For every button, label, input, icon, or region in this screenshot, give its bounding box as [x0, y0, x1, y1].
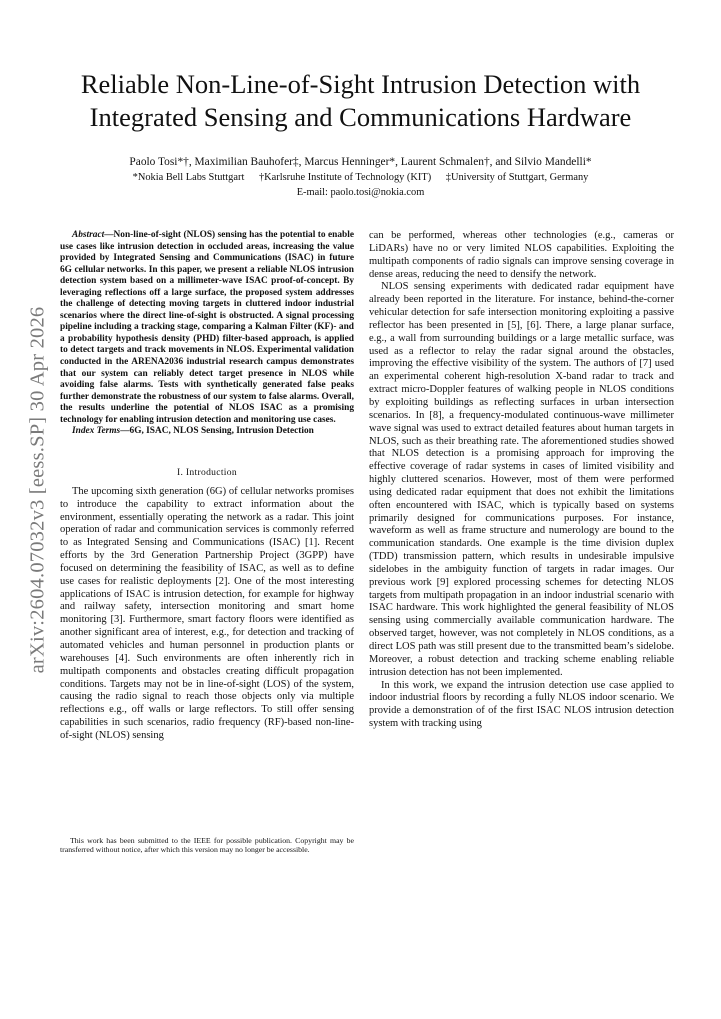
- title-line-1: Reliable Non-Line-of-Sight Intrusion Detection with: [80, 69, 641, 99]
- paper-title: [40, 68, 681, 134]
- right-column: [369, 230, 674, 731]
- author-list: Paolo Tosi*†, Maximilian Bauhofer‡, Marcus Henninger*, Laurent Schmalen†, and Silvio Mandelli*: [129, 156, 592, 168]
- affiliation-kit: †Karlsruhe Institute of Technology (KIT): [258, 172, 432, 183]
- arxiv-identifier: arXiv:2604.07032v3 [eess.SP] 30 Apr 2026: [26, 306, 49, 674]
- contact-email: E-mail: paolo.tosi@nokia.com: [296, 187, 425, 198]
- affiliation-stuttgart: ‡University of Stuttgart, Germany: [445, 172, 589, 183]
- affiliations: [40, 171, 681, 185]
- intro-paragraph-1: The upcoming sixth generation (6G) of cellular networks promises to introduce the capability to extract information about the environment, essentially operating the network as a radar. This joint operation of radar and communication services is commonly referred to as Integrated Sensing and Communications (ISAC) [1]. Recent efforts by the 3rd Generation Partnership Project (3GPP) have focused on determining the feasibility of ISAC, as well as to define use cases for realistic deployments [2]. One of the most interesting applications of ISAC is intrusion detection, for example for highway and railway safety, intersection monitoring and smart home monitoring [3]. Furthermore, smart factory floors were identified as another significant area of interest, e.g., for detection and tracking of automated vehicles and human personnel in production plants or warehouses [4]. Such environments are often inherently rich in multipath components and obstacles creating difficult propagation conditions. Targets may not be in line-of-sight (LOS) of the system, causing the radio signal to reach those objects only via multiple reflections e.g., off walls or large reflectors. To still offer sensing capabilities in such scenarios, radio frequency (RF)-based non-line-of-sight (NLOS) sensing: [60, 485, 354, 741]
- index-terms: [60, 426, 354, 438]
- abstract-label: Abstract: [72, 230, 105, 240]
- left-column: [60, 230, 354, 743]
- arxiv-side-stamp: [18, 290, 58, 690]
- index-terms-label: Index Terms: [72, 426, 121, 437]
- title-line-2: Integrated Sensing and Communications Hardware: [89, 102, 632, 132]
- affiliation-nokia: *Nokia Bell Labs Stuttgart: [132, 172, 245, 183]
- abstract-text: —Non-line-of-sight (NLOS) sensing has the potential to enable use cases like intrusion detection in occluded areas, increasing the value provided by Integrated Sensing and Communications (ISAC) in future 6G cellular networks. In this paper, we present a reliable NLOS intrusion detection system based on a millimeter-wave ISAC proof-of-concept. By leveraging reflections off a large surface, the proposed system addresses the challenge of detecting moving targets in cluttered indoor industrial scenarios where the direct line-of-sight is obstructed. A signal processing pipeline including a tracking stage, comparing a Kalman Filter (KF)- and a probability hypothesis density (PHD) filter-based approach, is applied to detect targets and track movements in NLOS. Experimental validation conducted in the ARENA2036 industrial research campus demonstrates that our system can reliably detect target presence in NLOS while avoiding false alarms. Tests with synthetically generated false peaks further demonstrate the robustness of our system to false alarms. Overall, the results underline the potential of NLOS ISAC as a promising technology for enabling intrusion detection and monitoring use cases.: [60, 230, 354, 425]
- abstract: [60, 230, 354, 426]
- intro-paragraph-3: In this work, we expand the intrusion detection use case applied to indoor industrial floors by recording a fully NLOS indoor scenario. We provide a demonstration of of the first ISAC NLOS intrusion detection system with tracking using: [369, 679, 674, 730]
- submission-footnote: This work has been submitted to the IEEE for possible publication. Copyright may be transferred without notice, after which this version may no longer be accessible.: [60, 836, 354, 855]
- intro-paragraph-2: NLOS sensing experiments with dedicated radar equipment have already been reported in the literature. For instance, behind-the-corner vehicular detection for safe intersection monitoring exploiting a passive reflector has been presented in [5], [6]. There, a large planar surface, e.g., a wall from surrounding buildings or a large metallic surface, was used as a reflector to relay the radar signal around the obstacles, improving the effective visibility of the system. The authors of [7] used an experimental coherent high-resolution X-band radar to track and extract micro-Doppler features of walking people in NLOS conditions by exploiting buildings as reflecting surfaces in urban intersection scenarios. In [8], a frequency-modulated continuous-wave millimeter wave signal was used to extract detailed features about human targets in NLOS, such as their breathing rate. The aforementioned studies showed that NLOS detection is a promising approach for improving the effective coverage of radar systems in cases of limited visibility and highly cluttered scenarios. However, most of them were performed using dedicated radar equipment that does not exhibit the limitations often encountered with ISAC, which is typically based on systems primarily designed for communications purposes. For instance, waveform as well as frame structure and numerology are bound to the communication standards. One example is the time division duplex (TDD) transmission pattern, which results in undesirable impulsive sidelobes in the ambiguity function of targets in radar images. Our previous work [9] explored processing schemes for detecting NLOS targets from multipath propagation in an indoor industrial scenario with ISAC hardware. This work highlighted the general feasibility of NLOS sensing using commercially available communication hardware. The observed target, however, was not completely in NLOS conditions, as a direct LOS path was still present due to the transmitted beam’s sidelobe. Moreover, a robust detection and tracking scheme enabling reliable intrusion detection has not been implemented.: [369, 281, 674, 678]
- intro-paragraph-continued: can be performed, whereas other technologies (e.g., cameras or LiDARs) have no or very limited NLOS capabilities. Exploiting the multipath components of radio signals can improve sensing coverage in dense areas, reducing the need to densify the network.: [369, 230, 674, 280]
- index-terms-text: —6G, ISAC, NLOS Sensing, Intrusion Detection: [120, 426, 314, 437]
- section-heading-introduction: I. Introduction: [177, 466, 237, 478]
